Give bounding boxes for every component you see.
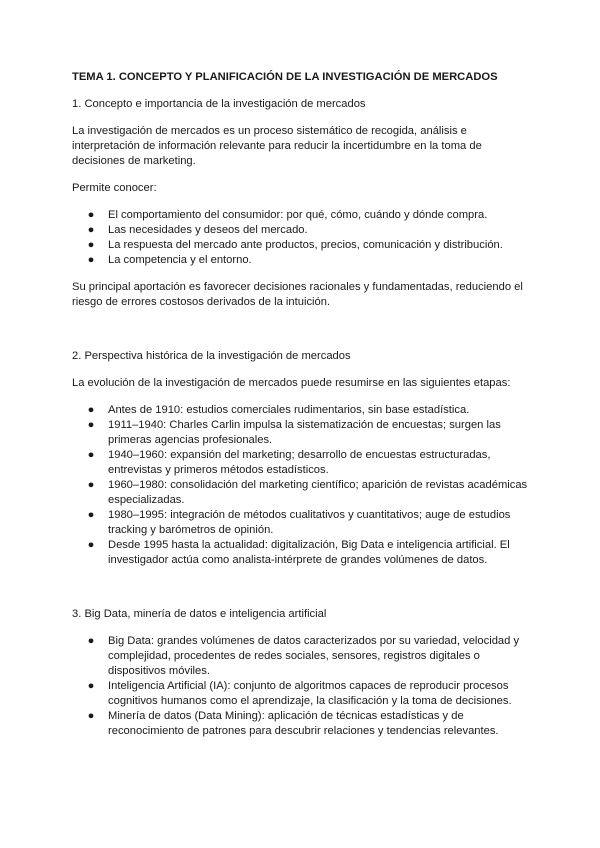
list-item	[72, 418, 532, 448]
bullet-icon: ●	[87, 419, 95, 431]
section-1-closing: Su principal aportación es favorecer decisiones racionales y fundamentadas, reduciendo el riesgo de errores costosos derivados de la intuición.	[72, 281, 523, 308]
list-item	[72, 208, 532, 223]
bullet-icon: ●	[87, 635, 95, 647]
list-item-text: Las necesidades y deseos del mercado.	[108, 224, 308, 236]
list-item-text: 1911–1940: Charles Carlin impulsa la sistematización de encuestas; surgen las primeras agencias profesionales.	[108, 419, 501, 446]
list-item	[72, 478, 532, 508]
list-item	[72, 634, 532, 679]
list-item-text: 1980–1995: integración de métodos cualitativos y cuantitativos; auge de estudios tracking y barómetros de opinión.	[108, 509, 511, 536]
list-item-text: La respuesta del mercado ante productos, precios, comunicación y distribución.	[108, 239, 503, 251]
list-item-text: Big Data: grandes volúmenes de datos caracterizados por su variedad, velocidad y complejidad, procedentes de redes sociales, sensores, registros digitales o dispositivos móviles.	[108, 635, 520, 677]
section-1-heading: 1. Concepto e importancia de la investigación de mercados	[72, 98, 366, 110]
list-item-text: 1940–1960: expansión del marketing; desarrollo de encuestas estructuradas, entrevistas y primeros métodos estadísticos.	[108, 449, 491, 476]
list-item	[72, 709, 532, 739]
list-item	[72, 508, 532, 538]
bullet-icon: ●	[87, 209, 95, 221]
section-3-list	[72, 634, 532, 739]
bullet-icon: ●	[87, 254, 95, 266]
section-spacer	[72, 580, 532, 607]
list-item	[72, 538, 532, 568]
section-2-heading: 2. Perspectiva histórica de la investigación de mercados	[72, 350, 351, 362]
bullet-icon: ●	[87, 404, 95, 416]
list-item-text: Inteligencia Artificial (IA): conjunto de algoritmos capaces de reproducir procesos cognitivos humanos como el aprendizaje, la clasificación y la toma de decisiones.	[108, 680, 512, 707]
list-item-text: Desde 1995 hasta la actualidad: digitalización, Big Data e inteligencia artificial. El investigador actúa como analista-intérprete de grandes volúmenes de datos.	[108, 539, 510, 566]
section-3-heading: 3. Big Data, minería de datos e inteligencia artificial	[72, 608, 327, 620]
list-item	[72, 679, 532, 709]
list-item-text: 1960–1980: consolidación del marketing científico; aparición de revistas académicas especializadas.	[108, 479, 528, 506]
bullet-icon: ●	[87, 710, 95, 722]
section-2-intro: La evolución de la investigación de mercados puede resumirse en las siguientes etapas:	[72, 377, 511, 389]
list-item	[72, 253, 532, 268]
document-page	[72, 70, 532, 751]
list-item-text: Antes de 1910: estudios comerciales rudimentarios, sin base estadística.	[108, 404, 470, 416]
list-item-text: El comportamiento del consumidor: por qué, cómo, cuándo y dónde compra.	[108, 209, 488, 221]
bullet-icon: ●	[87, 224, 95, 236]
section-1-list	[72, 208, 532, 268]
bullet-icon: ●	[87, 449, 95, 461]
document-title: TEMA 1. CONCEPTO Y PLANIFICACIÓN DE LA INVESTIGACIÓN DE MERCADOS	[72, 71, 498, 83]
list-item-text: La competencia y el entorno.	[108, 254, 252, 266]
bullet-icon: ●	[87, 509, 95, 521]
bullet-icon: ●	[87, 239, 95, 251]
list-item	[72, 448, 532, 478]
section-spacer	[72, 322, 532, 349]
section-2-list	[72, 403, 532, 568]
bullet-icon: ●	[87, 479, 95, 491]
section-1-lead: Permite conocer:	[72, 182, 157, 194]
list-item	[72, 238, 532, 253]
bullet-icon: ●	[87, 680, 95, 692]
list-item-text: Minería de datos (Data Mining): aplicación de técnicas estadísticas y de reconocimiento de patrones para descubrir relaciones y tendencias relevantes.	[108, 710, 499, 737]
bullet-icon: ●	[87, 539, 95, 551]
section-1-intro: La investigación de mercados es un proceso sistemático de recogida, análisis e interpretación de información relevante para reducir la incertidumbre en la toma de decisiones de marketing.	[72, 125, 482, 167]
list-item	[72, 223, 532, 238]
list-item	[72, 403, 532, 418]
